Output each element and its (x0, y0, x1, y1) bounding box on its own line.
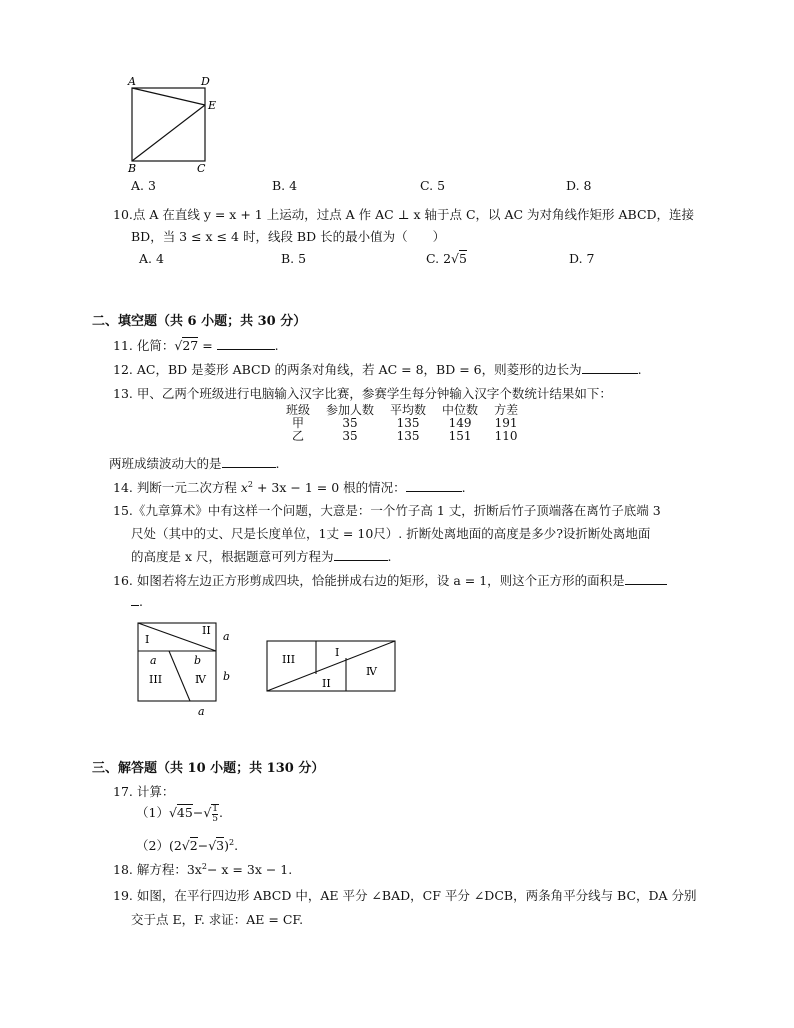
q9-option-b[interactable]: B. 4 (272, 178, 298, 193)
q18-prefix: 18. 解方程：3x (113, 862, 202, 877)
label-d: D (201, 75, 210, 88)
segment-be (132, 105, 205, 161)
q14-eq-b: + 3x − 1 = 0 根的情况： (252, 480, 406, 495)
q16-blank-a[interactable] (625, 584, 667, 585)
q12-blank[interactable] (582, 373, 638, 374)
sqrt-icon: √ (181, 838, 190, 853)
q11-prefix: 11. 化简： (113, 338, 175, 353)
label-c: C (197, 162, 206, 175)
q15-line2: 尺处（其中的丈、尺是长度单位，1丈 = 10尺）. 折断处离地面的高度是多少?设折断处离地面 (131, 526, 651, 541)
q17-p2-minus: − (197, 838, 209, 853)
q17-p1-label: （1） (136, 805, 169, 820)
q19-line1: 19. 如图，在平行四边形 ABCD 中，AE 平分 ∠BAD，CF 平分 ∠DCB，两条角平分线与 BC，DA 分别 (113, 888, 697, 903)
piece-label-ii: II (322, 677, 331, 690)
table-cell: 35 (342, 416, 358, 430)
q10-option-c-radicand: 5 (459, 251, 467, 266)
table-cell: 35 (342, 429, 358, 443)
q19-line2: 交于点 E，F. 求证：AE = CF. (131, 912, 304, 927)
q17-p2-close: ) (224, 838, 230, 853)
q17-p1-minus: − (192, 805, 204, 820)
q9-option-c[interactable]: C. 5 (420, 178, 446, 193)
q11 (113, 336, 279, 354)
table-header: 参加人数 (326, 403, 375, 417)
q14-prefix: 14. 判断一元二次方程 (113, 480, 241, 495)
piece-label-ii: II (202, 624, 211, 637)
q16-line2 (131, 594, 143, 609)
table-header: 中位数 (442, 403, 479, 417)
side-label-b-right: b (223, 670, 231, 683)
q12 (113, 360, 642, 378)
sqrt-icon: √ (168, 805, 177, 820)
q18-rest: − x = 3x − 1. (206, 862, 293, 877)
table-cell: 乙 (292, 429, 305, 443)
q10-line2: BD，当 3 ≤ x ≤ 4 时，线段 BD 长的最小值为（ ） (131, 229, 446, 244)
q11-end: . (274, 338, 279, 353)
q16-right-rectangle-figure (262, 636, 402, 696)
label-e: E (208, 99, 217, 112)
q13-after (109, 454, 280, 472)
q10-option-d[interactable]: D. 7 (569, 251, 595, 266)
side-label-a-right: a (223, 630, 230, 643)
square-abcd (132, 88, 205, 161)
q17-p1-end: . (219, 805, 223, 820)
table-cell: 191 (494, 416, 518, 430)
q14-eq-a: x (240, 480, 248, 495)
label-b: B (128, 162, 137, 175)
q13-blank[interactable] (222, 467, 276, 468)
side-label-a-top: a (150, 654, 157, 667)
q12-end: . (637, 362, 642, 377)
q9-square-figure (122, 72, 222, 176)
q17-part1 (136, 803, 223, 824)
table-cell: 110 (494, 429, 518, 443)
q10-line1: 10.点 A 在直线 y = x + 1 上运动，过点 A 作 AC ⊥ x 轴于点 C，以 AC 为对角线作矩形 ABCD，连接 (113, 207, 695, 222)
q15-line1: 15.《九章算术》中有这样一个问题，大意是：一个竹子高 1 丈，折断后竹子顶端落在离竹子底端 3 (113, 503, 661, 518)
q10-option-c[interactable] (426, 251, 467, 266)
table-cell: 甲 (292, 416, 305, 430)
q17-p2-rad2: 3 (216, 838, 225, 853)
section3-title: 三、解答题（共 10 小题；共 130 分） (92, 761, 325, 776)
q17-p2-end: . (234, 838, 239, 853)
q13-stat-table (278, 404, 526, 443)
q17-p2-label: （2） (136, 838, 169, 853)
sqrt-icon: √ (208, 838, 217, 853)
q17-p1-frac-num: 1 (212, 803, 219, 814)
q10-option-a[interactable]: A. 4 (139, 251, 164, 266)
q18-sup: 2 (201, 861, 207, 871)
q16-left-square-figure (132, 618, 242, 720)
q15-line3-text: 的高度是 x 尺，根据题意可列方程为 (131, 549, 334, 564)
q13-text: 13. 甲、乙两个班级进行电脑输入汉字比赛，参赛学生每分钟输入汉字个数统计结果如下： (113, 386, 612, 401)
slanted-cut-bottom (169, 651, 190, 701)
table-header: 班级 (286, 403, 311, 417)
q9-option-d[interactable]: D. 8 (566, 178, 592, 193)
q11-radicand: 27 (182, 338, 199, 353)
q12-text: 12. AC，BD 是菱形 ABCD 的两条对角线，若 AC = 8，BD = 6，则菱形的边长为 (113, 362, 582, 377)
q17-p2-sup: 2 (229, 837, 235, 847)
q18 (113, 860, 292, 878)
table-header: 方差 (494, 403, 519, 417)
table-cell: 135 (396, 416, 420, 430)
q16-blank-b[interactable] (131, 605, 139, 606)
q16-line1 (113, 571, 667, 589)
q10-option-b[interactable]: B. 5 (281, 251, 307, 266)
piece-label-i: I (335, 646, 340, 659)
q14-end: . (461, 480, 466, 495)
q14-sup: 2 (247, 479, 253, 489)
table-row (278, 430, 526, 443)
q14 (113, 478, 466, 496)
sqrt-icon: √ (451, 251, 459, 266)
q11-blank[interactable] (217, 349, 275, 350)
q15-end: . (387, 549, 392, 564)
table-header: 平均数 (390, 403, 427, 417)
sqrt-icon: √ (203, 805, 212, 820)
sqrt-icon: √ (174, 338, 183, 353)
segment-ae (132, 88, 205, 105)
piece-label-iii: III (149, 673, 163, 686)
side-label-a-bottom: a (198, 705, 205, 718)
q15-blank[interactable] (334, 560, 388, 561)
piece-label-i: I (145, 633, 150, 646)
q17-p1-radicand: 45 (176, 805, 193, 820)
q17-text: 17. 计算： (113, 784, 175, 799)
piece-label-iv: Ⅳ (366, 665, 377, 678)
q16-text: 16. 如图若将左边正方形剪成四块，恰能拼成右边的矩形，设 a = 1，则这个正方形的面积是 (113, 573, 625, 588)
side-label-b-top: b (194, 654, 202, 667)
q16-end: . (139, 594, 143, 609)
q13-after-text: 两班成绩波动大的是 (109, 456, 222, 471)
q17-p1-frac-den: 5 (212, 813, 219, 824)
q9-option-a[interactable]: A. 3 (131, 178, 156, 193)
q17-p2-open: (2 (168, 838, 182, 853)
q17-p1-fraction (211, 804, 219, 824)
q11-equals: = (198, 338, 217, 353)
label-a: A (128, 75, 136, 88)
q10-option-c-label: C. 2 (426, 251, 452, 266)
q17-part2 (136, 836, 238, 854)
table-cell: 149 (448, 416, 472, 430)
table-cell: 135 (396, 429, 420, 443)
q17-p2-rad1: 2 (189, 838, 198, 853)
table-cell: 151 (448, 429, 472, 443)
piece-label-iv: Ⅳ (195, 673, 206, 686)
q15-line3 (131, 547, 391, 565)
piece-label-iii: III (282, 653, 296, 666)
q13-end: . (275, 456, 280, 471)
section2-title: 二、填空题（共 6 小题；共 30 分） (92, 314, 307, 329)
q14-blank[interactable] (406, 491, 462, 492)
